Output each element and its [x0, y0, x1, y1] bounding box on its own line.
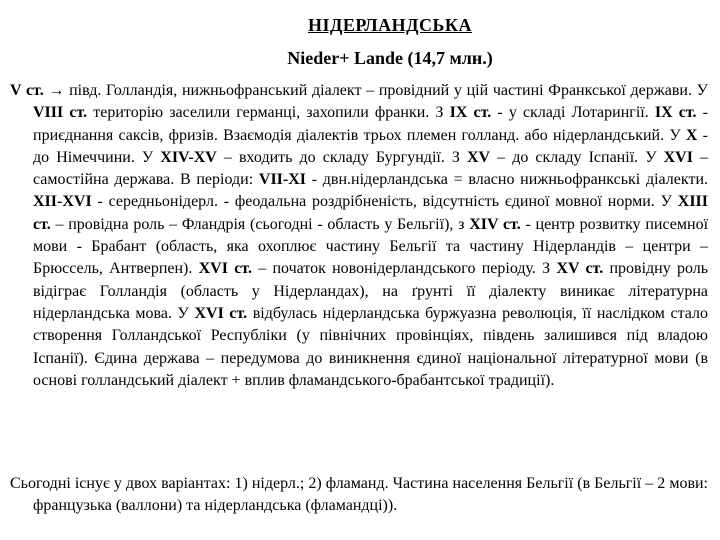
page-subtitle: Nieder+ Lande (14,7 млн.) [287, 48, 493, 68]
bold-text-segment: V ст. [10, 82, 44, 99]
text-segment: - у складі Лотарингії. [491, 104, 655, 122]
text-segment: – до складу Іспанії. У [490, 148, 664, 166]
page-title: НІДЕРЛАНДСЬКА [308, 15, 472, 35]
text-segment: провідну роль відіграє Голландія (область у Нідерландах), на ґрунті її діалекту виникає літературна нідерландська мова. У [33, 260, 709, 322]
bold-text-segment: XIV-XV [160, 148, 217, 166]
text-segment: → півд. Голландія, нижньофранський діалект – провідний у цій частині Франкської держави. У [43, 82, 708, 99]
bold-text-segment: IX ст. [449, 104, 492, 122]
text-segment: Сьогодні існує у двох варіантах: 1) нідерл.; 2) фламанд. Частина населення Бельгії (в Бельгії – 2 мови: французька (валлони) та нідерландська (фламандці)). [10, 475, 708, 515]
text-segment: - приєднання саксів, фризів. Взаємодія діалектів трьох племен голланд. або нідерландський. У [33, 104, 709, 144]
text-segment: – самостійна держава. В періоди: [33, 148, 708, 189]
text-segment: - центр розвитку писемної мови - Брабант (область, яка охоплює частину Бельгії та частину Нідерландів – центри – Брюссель, Антверпен). [33, 215, 709, 278]
text-segment: територію заселили германці, захопили франки. З [87, 104, 450, 122]
text-segment: - двн.нідерландська = власно нижньофранкські діалекти. [306, 171, 709, 189]
text-segment: - середньонідерл. - феодальна роздрібненість, відсутність єдиної мовної норми. У [91, 193, 678, 211]
bold-text-segment: XVI ст. [198, 260, 252, 278]
bold-text-segment: XV [466, 148, 491, 166]
bold-text-segment: VIII ст. [33, 104, 88, 122]
text-segment: – початок новонідерландського періоду. З [251, 260, 557, 278]
bold-text-segment: XIII ст. [33, 193, 708, 233]
bold-text-segment: XVI [663, 148, 693, 166]
text-segment: – входить до складу Бургундії. З [216, 148, 467, 166]
paragraph-history [10, 80, 708, 392]
bold-text-segment: X [685, 126, 698, 144]
bold-text-segment: VII-XI [258, 171, 307, 189]
bold-text-segment: XV ст. [556, 260, 604, 278]
bold-text-segment: XIV ст. [469, 215, 521, 233]
text-segment: - до Німеччини. У [33, 126, 709, 166]
text-segment: відбулась нідерландська буржуазна революція, її наслідком стало створення Голландської Республіки (у північних провінціях, південь залишився під владою Іспанії). Єдина держава – передумова до виникнення єдиної національної літературної мови (в основі голландський діалект + вплив фламандського-брабантської традиції). [33, 304, 709, 389]
paragraph-today [10, 473, 708, 518]
bold-text-segment: IX ст. [654, 104, 697, 122]
bold-text-segment: XII-XVI [33, 193, 92, 211]
bold-text-segment: XVI ст. [194, 304, 248, 322]
text-segment: – провідна роль – Фландрія (сьогодні - область у Бельгії), з [50, 215, 470, 233]
